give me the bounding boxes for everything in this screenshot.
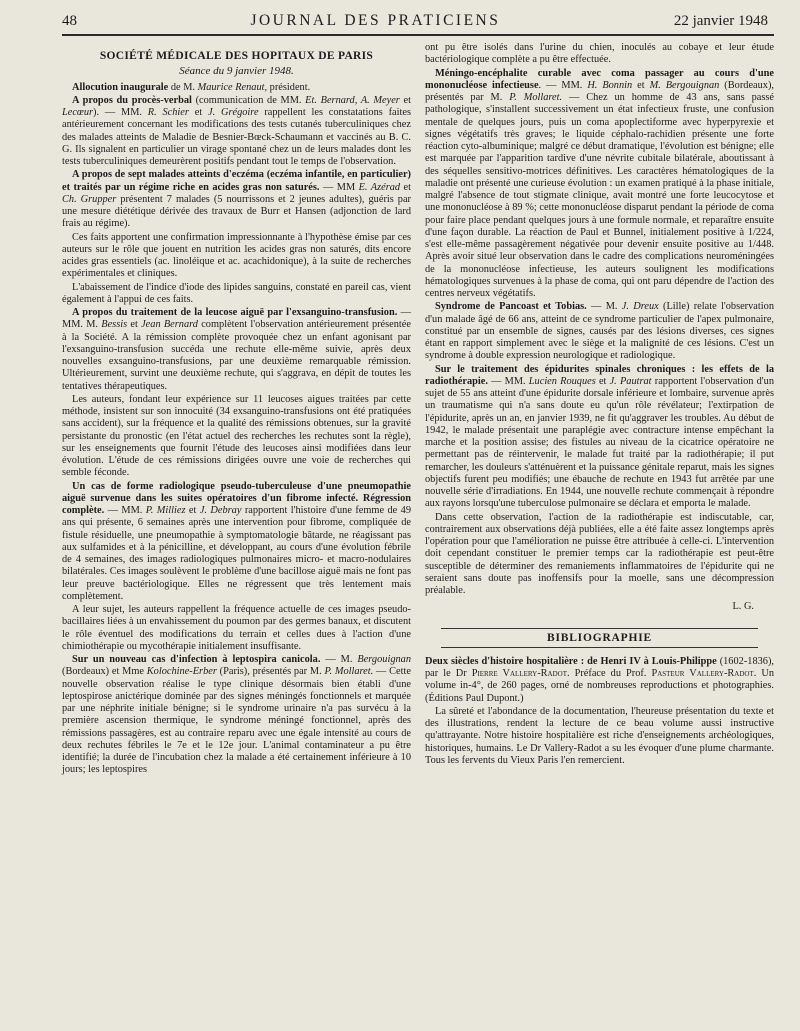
page-number: 48: [62, 13, 77, 29]
epidurites-paragraph-2: Dans cette observation, l'action de la radiothérapie est indiscutable, car, contrairement aux observations déjà publiées, elle a été faite assez longtemps après l'opération pour que l'amélioration ne puisse être attribuée à celle-ci. L'intervention doit cependant constituer le premier temps car la radiothérapie est peut-être susceptible de déterminer des remaniements inflammatoires de l'épidurite qui ne seraient sans doute pas inoffensifs pour la moelle, sans une décompression préalable.: [425, 511, 774, 596]
pneumopathie-paragraph-2: A leur sujet, les auteurs rappellent la fréquence actuelle de ces images pseudo-bacillaires liées à un envahissement du poumon par des germes banaux, et discutent le rôle éventuel des modifications du terrain et celles dues à l'action d'une chimiothérapie ou mycothérapie initialement insuffisante.: [62, 604, 411, 652]
header-rule: [62, 34, 774, 36]
eczema-paragraph-2: Ces faits apportent une confirmation impressionnante à l'hypothèse émise par ces auteurs sur le rôle que jouent en nutrition les acides gras non saturés, dits encore acides gras essentiels (ac. linoléique et ac. acachidonique), à la suite de recherches expérimentales et cliniques.: [62, 231, 411, 280]
page-header: [62, 12, 774, 30]
author-signature: L. G.: [732, 601, 754, 613]
right-column: [425, 42, 774, 778]
seance-date: Séance du 9 janvier 1948.: [179, 65, 294, 78]
article-epidurites: Sur le traitement des épidurites spinales chroniques : les effets de la radiothérapie. — MM. Lucien Rouques et J. Pautrat rapportent l'observation d'un sujet de 55 ans atteint d'une épidurite dorsale inférieure et lombaire, survenue après un traumatisme qui n'a sans doute eu qu'un rôle révélateur; l'extirpation de l'épidurite, après un an, en janvier 1939, ne fit qu'aggraver les troubles. Au début de 1942, le malade présentait une paraplégie avec contracture intense empêchant la marche et la position assise; des fistules au niveau de la cicatrice opératoire ne permettant pas de réintervenir, le malade fut traité par la radiothérapie; il put remarcher, les douleurs s'atténuèrent et la puissance génitale reparut, mais les signes objectifs furent peu modifiés; une ébauche de rechute en 1943 fut arrêtée par une nouvelle série d'irradiations. En 1944, une nouvelle rechute commençait à répondre aux rayons lorsqu'une tuberculose pulmonaire se déclara et emporta le malade.: [425, 363, 774, 510]
issue-date: 22 janvier 1948: [673, 13, 768, 29]
article-allocution: Allocution inaugurale de M. Maurice Renaut, président.: [72, 81, 311, 93]
article-proces-verbal: A propos du procès-verbal (communication de MM. Et. Bernard, A. Meyer et Lecœur). — MM. R. Schier et J. Grégoire rappellent les constatations faites antérieurement concernant les modifications des tests cutanés tuberculiniques chez des malades atteints de Maladie de Besnier-Bœck-Schaumann et vaccinés au B. C. G. Ils signalent en particulier un virage spontané chez un de leurs malades dont les tests tuberculiniques demeurèrent positifs pendant tout le temps de l'observation.: [62, 94, 411, 167]
left-column: [62, 42, 411, 778]
society-title: SOCIÉTÉ MÉDICALE DES HOPITAUX DE PARIS: [99, 50, 374, 62]
article-leucose: A propos du traitement de la leucose aiguë par l'exsanguino-transfusion. — MM. M. Bessis et Jean Bernard complètent l'observation antérieurement présentée à la Société. A la rémission complète provoquée chez un enfant agonisant par l'exsanguino-transfusion succéda une rechute elle-même suivie, après deux nouvelles exsanguino-transfusions, par une deuxième remarquable rémission. Ultérieurement, survint une deuxième rechute, qui s'aggrava, en dépit de toutes les tentatives thérapeutiques.: [62, 307, 411, 392]
article-pneumopathie: Un cas de forme radiologique pseudo-tuberculeuse d'une pneumopathie aiguë survenue dans les suites opératoires d'un fibrome infecté. Régression complète. — MM. P. Milliez et J. Debray rapportent l'histoire d'une femme de 49 ans qui présente, 6 semaines après une intervention pour fibrome, compliquée de fistule résiduelle, une pneumopathie à symptomatologie bâtarde, ne réagissant pas aux sulfamides et à la pénicilline, et développant, au cours d'une évolution fébrile de 4 semaines, des images radiologiques pulmonaires micro- et macro-nodulaires bilatérales. Ces images soulèvent le problème d'une bacillose aiguë mais ne font pas leur preuve bactériologique. Elles ne régressent que très lentement mais complètement.: [62, 480, 411, 602]
bibliography-review: La sûreté et l'abondance de la documentation, l'heureuse présentation du texte et des illustrations, rendent la lecture de ce beau volume aussi instructive qu'attrayante. Notre histoire hospitalière est riche d'enseignements archéologiques, historiques, humains. Le Dr Vallery-Radot a su les évoquer d'une plume charmante. Tous les fervents du Vieux Paris l'en remercient.: [425, 705, 774, 766]
two-columns: [62, 42, 774, 778]
eczema-paragraph-3: L'abaissement de l'indice d'iode des lipides sanguins, constaté en pareil cas, vient également à l'appui de ces faits.: [62, 281, 411, 305]
bibliography-heading: BIBLIOGRAPHIE: [441, 628, 758, 648]
article-eczema: A propos de sept malades atteints d'eczéma (eczéma infantile, en particulier) et traités par un régime riche en acides gras non saturés. — MM E. Azérad et Ch. Grupper présentent 7 malades (5 nourrissons et 2 jeunes adultes), guéris par une mesure diététique dérivée des travaux de Burr et Hansen (adjonction de lard frais au régime).: [62, 169, 412, 230]
bibliography-entry: Deux siècles d'histoire hospitalière : de Henri IV à Louis-Philippe (1602-1836), par le Dr Pierre Vallery-Radot. Préface du Prof. Pasteur Vallery-Radot. Un volume in-4°, de 260 pages, orné de nombreuses reproductions et photographies. (Éditions Paul Dupont.): [425, 655, 775, 704]
leptospira-continuation: ont pu être isolés dans l'urine du chien, inoculés au cobaye et leur étude bactériologique complète a pu être effectuée.: [425, 42, 774, 66]
article-meningo-encephalite: Méningo-encéphalite curable avec coma passager au cours d'une mononucléose infectieuse. — MM. H. Bonnin et M. Bergouignan (Bordeaux), présentés par M. P. Mollaret. — Chez un homme de 43 ans, sans passé pathologique, s'installent successivement un état infectieux fruste, une confusion mentale de quelques jours, puis un coma apoplectiforme avec hyperpyrexie et signes végétatifs très graves; le liquide céphalo-rachidien présente une forte réaction cyto-albuminique; malgré ce début dramatique, l'évolution est bénigne; elle est marquée par l'apparition tardive d'une névrite cubitale bilatérale, aboutissant à des séquelles sensitivo-motrices définitives. Les caractères hématologiques de la maladie ont présenté une curieuse évolution : un examen pratiqué à la phase initiale, malgré l'absence de tout stigmate clinique, avait montré une forte leucocytose et une mononucléose à 89 %; cette mononucléose disparut pendant la période de coma pour faire place pendant quelques jours à une formule normale, et reparaître ensuite d'une façon durable. La réaction de Paul et Bunnel, initialement positive à 1/224, s'est elle-même passagèrement négativée pour devenir ensuite positive au 1/448. Après avoir situé leur observation dans le cadre des complications neuroméningées de la mononucléose infectieuse, les auteurs soulignent les modifications hématologiques survenues à la phase de coma, qui ont paru dépendre de l'action des centres nerveux végétatifs.: [425, 67, 774, 299]
journal-title: JOURNAL DES PRATICIENS: [250, 12, 501, 29]
leucose-paragraph-2: Les auteurs, fondant leur expérience sur 11 leucoses aigues traitées par cette méthode, insistent sur son innocuité (34 exsanguino-transfusions ont été pratiquées sans accident), sur la fréquence et la qualité des rémissions obtenues, sur la gravité persistante du pronostic (en l'état actuel des recherches les rechutes sont la règle), sur les enseignements que fournit l'étude des leucoses ainsi modifiées dans leur évolution. L'étude de ces rémissions dirigées ouvre une voie de recherches qui semble féconde.: [62, 393, 411, 479]
article-leptospira: Sur un nouveau cas d'infection à leptospira canicola. — M. Bergouignan (Bordeaux) et Mme Kolochine-Erber (Paris), présentés par M. P. Mollaret. — Cette nouvelle observation réalise le type clinique désormais bien établi d'une leptospirose anictérique dominée par des signes méningés fonctionnels et marquée par une néphrite initiale bénigne; si le syndrome urinaire n'a pas survécu à la première ascension thermique, le syndrome méningé fonctionnel, après des rémissions passagères, est au contraire reparu avec une égale intensité au cours de deux rechutes fébriles le 7e et le 12e jour. L'animal contaminateur a pu être identifié; la durée de l'incubation chez la malade a été certainement inférieure à 10 jours; les leptospires: [62, 654, 412, 776]
article-pancoast: Syndrome de Pancoast et Tobias. — M. J. Dreux (Lille) relate l'observation d'un malade âgé de 66 ans, atteint de ce syndrome particulier de l'apex pulmonaire, constitué par un ensemble de signes, causés par des lésions diverses, ces signes étant en rapport simplement avec le siège et la malignité de ces lésions. C'est un syndrome à double expression neurologique et radiologique.: [425, 301, 774, 362]
